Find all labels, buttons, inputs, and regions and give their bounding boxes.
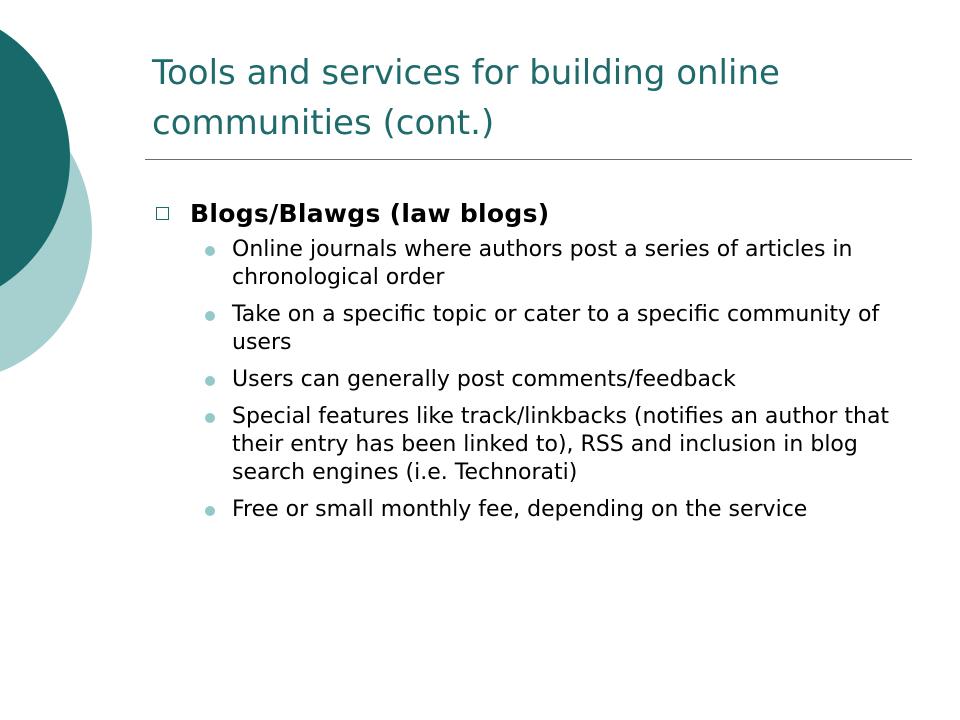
filled-circle-icon [205, 413, 215, 423]
slide-title: Tools and services for building online communities (cont.) [152, 53, 780, 143]
title-divider [145, 159, 912, 160]
sub-bullet-item [150, 496, 890, 524]
bullet-level1-text: Blogs/Blawgs (law blogs) [190, 199, 550, 228]
sub-bullet-text: Special features like track/linkbacks (notifies an author that their entry has been linked to), RSS and inclusion in blog search engines (i.e. Technorati) [232, 404, 890, 485]
filled-circle-icon [205, 376, 215, 386]
filled-circle-icon [205, 246, 215, 256]
sub-bullet-item [150, 366, 890, 394]
hollow-square-icon [156, 207, 169, 220]
filled-circle-icon [205, 506, 215, 516]
sub-bullet-text: Take on a specific topic or cater to a specific community of users [232, 302, 880, 355]
sub-bullet-text: Users can generally post comments/feedback [232, 367, 736, 392]
sub-bullet-text: Free or small monthly fee, depending on the service [232, 497, 808, 522]
decorative-circles [0, 0, 110, 400]
sub-bullet-item [150, 236, 890, 292]
sub-bullet-item [150, 301, 890, 357]
sub-bullet-text: Online journals where authors post a series of articles in chronological order [232, 237, 853, 290]
sub-bullet-list [150, 236, 890, 524]
sub-bullet-item [150, 403, 890, 487]
filled-circle-icon [205, 311, 215, 321]
bullet-level1 [150, 192, 890, 236]
slide-content [150, 192, 890, 533]
